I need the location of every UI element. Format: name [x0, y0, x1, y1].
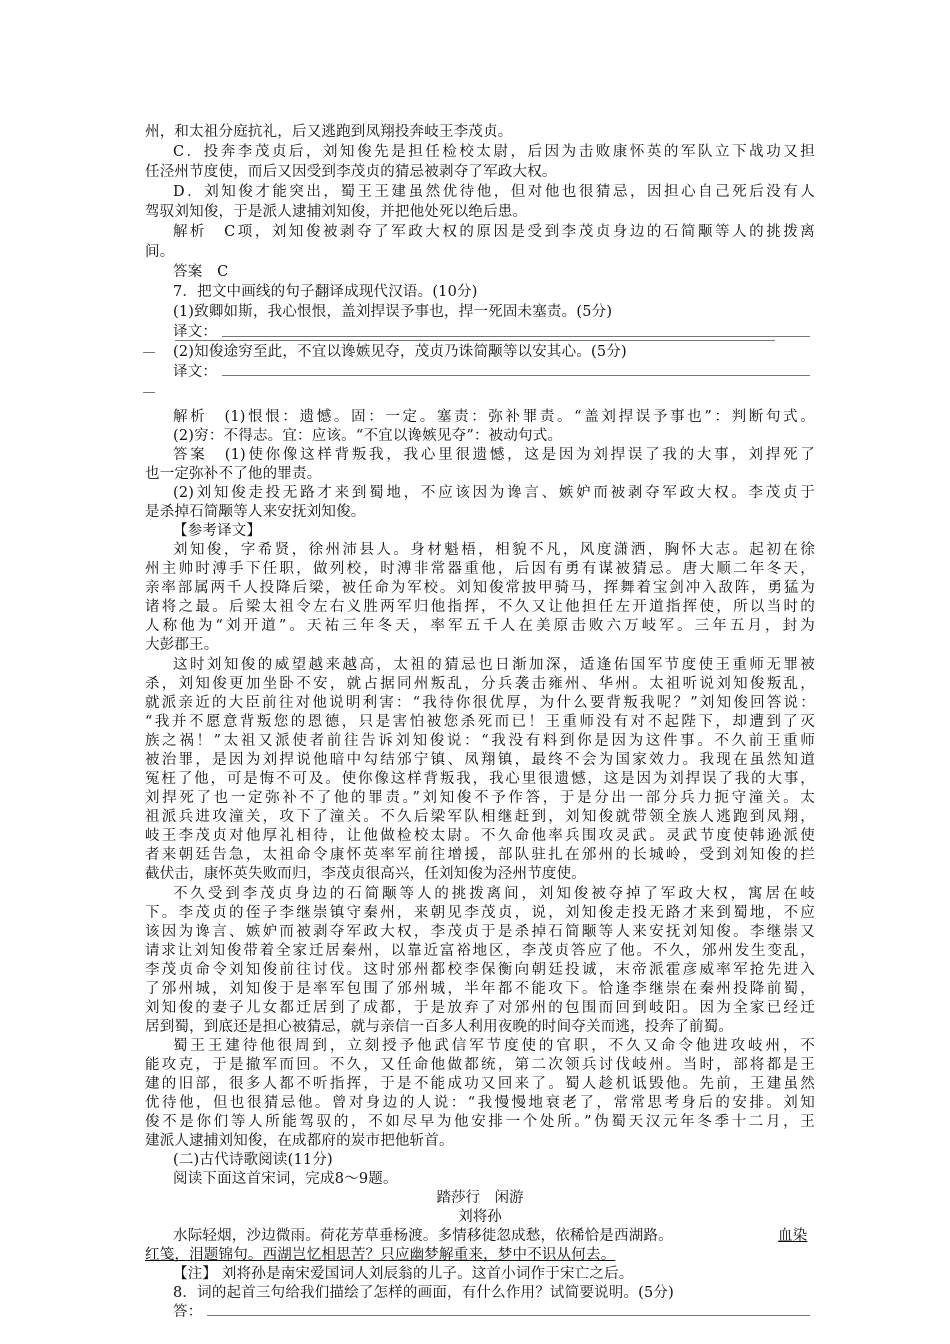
- question-7-1: (1)致卿如斯，我心恨恨，盖刘捍误予事也，捍一死固未塞责。(5分): [173, 304, 613, 320]
- text-line: 州，和太祖分庭抗礼，后又逃跑到凤翔投奔岐王李茂贞。: [145, 124, 513, 140]
- text-line: 诸将之最。后梁太祖令左右义胜两军归他指挥，不久又让他担任左开道指挥使，所以当时的: [145, 599, 815, 615]
- analysis-7: 解析 (1)恨恨：遗憾。固：一定。塞责：弥补罪责。“盖刘捍误予事也”：判断句式。: [173, 409, 815, 425]
- text-line: 杀，刘知俊更加坐卧不安，就占据同州叛乱，分兵袭击雍州、华州。太祖听说刘知俊叛乱，: [145, 676, 815, 692]
- text-line: 人称他为“刘开道”。天祐三年冬天，率军五千人在美原击败六万岐军。三年五月，封为: [145, 618, 815, 634]
- poem-underlined-end: 红笺，泪题锦句。西湖岂忆相思苦？只应幽梦解重来，梦中不识从何去。: [145, 1247, 616, 1263]
- answer-blank-2: [222, 375, 810, 376]
- text-line: 李茂贞命令刘知俊前往讨伐。这时邠州都校李保衡向朝廷投诚，末帝派霍彦威率军抢先进入: [145, 962, 815, 978]
- answer-label-8: 答：: [173, 1304, 203, 1320]
- text-line: 请求让刘知俊带着全家迁居秦州，以靠近富裕地区，李茂贞答应了他。不久，邠州发生变乱，: [145, 943, 815, 959]
- translation-para-2: 这时刘知俊的威望越来越高，太祖的猜忌也日渐加深，适逢佑国军节度使王重师无罪被: [173, 657, 815, 673]
- translation-label-1: 译文：: [173, 324, 218, 340]
- text-line: 间。: [145, 244, 175, 260]
- text-line: 就派亲近的大臣前往对他说明利害：“我待你很优厚，为什么要背叛我呢？”刘知俊回答说：: [145, 695, 815, 711]
- text-line: 者来朝廷告急，太祖命令康怀英率军前往增援，部队驻扎在邠州的长城岭，受到刘知俊的拦: [145, 847, 815, 863]
- text-line: 也一定弥补不了他的罪责。: [145, 466, 322, 482]
- translation-label-2: 译文：: [173, 364, 218, 380]
- section-heading-poetry: (二)古代诗歌阅读(11分): [173, 1152, 333, 1168]
- reference-translation-heading: 【参考译文】: [173, 523, 262, 539]
- poem-title: 踏莎行 闲游: [436, 1190, 524, 1206]
- text-line: 族之祸！”太祖又派使者前往告诉刘知俊说：“我没有料到你是因为这件事。不久前王重师: [145, 733, 815, 749]
- text-line: 优待他，但也很猜忌他。曾对身边的人说：“我慢慢地衰老了，常常思考身后的安排。刘知: [145, 1095, 815, 1111]
- poem-underlined-start: 血染: [778, 1228, 808, 1244]
- text-line: 冤枉了他，可是悔不可及。使你像这样背叛我，我心里很遗憾，这是因为刘捍误了我的大事，: [145, 771, 815, 787]
- poem-note: 【注】 刘将孙是南宋爱国词人刘辰翁的儿子。这首小词作于宋亡之后。: [173, 1266, 634, 1282]
- text-line: “我并不愿意背叛您的恩德，只是害怕被您杀死而已！王重师没有对不起陛下，却遭到了灭: [145, 714, 815, 730]
- analysis-7-2: (2)穷：不得志。宜：应该。“不宜以谗嫉见夺”：被动句式。: [173, 428, 563, 444]
- analysis-6: 解析 C项，刘知俊被剥夺了军政大权的原因是受到李茂贞身边的石简颙等人的挑拨离: [173, 224, 815, 240]
- text-line: 大彭郡王。: [145, 637, 219, 653]
- text-line: 刘知俊的妻子儿女都迁居到了成都，于是放弃了对邠州的包围而回到岐阳。因为全家已经迁: [145, 1000, 815, 1016]
- text-line: 下。李茂贞的侄子李继崇镇守秦州，来朝见李茂贞，说，刘知俊走投无路才来到蜀地，不应: [145, 905, 815, 921]
- answer-7-2: (2)刘知俊走投无路才来到蜀地，不应该因为谗言、嫉妒而被剥夺军政大权。李茂贞于: [173, 485, 815, 501]
- translation-para-4: 蜀王王建待他很周到，立刻授予他武信军节度使的官职，不久又命令他进攻岐州，不: [173, 1038, 815, 1054]
- answer-blank-8: [207, 1315, 810, 1316]
- question-7-2: (2)知俊途穷至此，不宜以谗嫉见夺，茂贞乃诛简颙等以安其心。(5分): [173, 344, 627, 360]
- text-line: 俊不是你们等人所能驾驭的，不如尽早为他安排一个处所。”伪蜀天汉元年冬季十二月，王: [145, 1114, 815, 1130]
- text-line: 任泾州节度使，而后又因受到李茂贞的猜忌被剥夺了军政大权。: [145, 164, 557, 180]
- text-line: 是杀掉石简颙等人来安抚刘知俊。: [145, 504, 366, 520]
- text-line: 建的旧部，很多人都不听指挥，于是不能成功又回来了。蜀人趁机诋毁他。先前，王建虽然: [145, 1076, 815, 1092]
- answer-6: 答案 C: [173, 264, 229, 280]
- text-line: 能攻克，于是撤军而回。不久，又任命他做都统，第二次领兵讨伐岐州。当时，部将都是王: [145, 1057, 815, 1073]
- poem-author: 刘将孙: [458, 1209, 502, 1225]
- text-line: 刘捍死了也一定弥补不了他的罪责。”刘知俊不予作答，于是分出一部分兵力扼守潼关。太: [145, 790, 815, 806]
- text-line: 建派人逮捕刘知俊，在成都府的炭市把他斩首。: [145, 1133, 454, 1149]
- text-line: 该因为谗言、嫉妒而被剥夺军政大权，李茂贞于是杀掉石简颙等人来安抚刘知俊。李继崇又: [145, 924, 815, 940]
- option-d: D．刘知俊才能突出，蜀王王建虽然优待他，但对他也很猜忌，因担心自己死后没有人: [173, 184, 815, 200]
- translation-para-1: 刘知俊，字希贤，徐州沛县人。身材魁梧，相貌不凡，风度潇洒，胸怀大志。起初在徐: [173, 542, 815, 558]
- text-line: 被治罪，是因为刘捍说他暗中勾结邠宁镇、凤翔镇，最终不会为国家效力。我现在虽然知道: [145, 752, 815, 768]
- answer-blank-2-tail: [143, 392, 155, 393]
- poetry-instructions: 阅读下面这首宋词，完成8～9题。: [173, 1171, 398, 1187]
- text-line: 岐王李茂贞对他厚礼相待，让他做检校太尉。不久命他率兵围攻灵武。灵武节度使韩逊派使: [145, 828, 815, 844]
- poem-line-2: [145, 1245, 815, 1265]
- question-8: 8．词的起首三句给我们描绘了怎样的画面，有什么作用？试简要说明。(5分): [173, 1285, 674, 1301]
- answer-blank-1-tail: [143, 352, 155, 353]
- answer-blank-1b: [175, 340, 775, 341]
- poem-line-1: 水际轻烟，沙边微雨。荷花芳草垂杨渡。多情移徙忽成愁，依稀恰是西湖路。: [173, 1228, 673, 1244]
- text-line: 祖派兵进攻潼关，攻下了潼关。不久后梁军队相继赶到，刘知俊就带领全族人逃跑到凤翔，: [145, 809, 815, 825]
- text-line: 居到蜀，到底还是担心被猜忌，就与亲信一百多人利用夜晚的时间夺关而逃，投奔了前蜀。: [145, 1019, 733, 1035]
- option-c: C．投奔李茂贞后，刘知俊先是担任检校太尉，后因为击败康怀英的军队立下战功又担: [173, 144, 815, 160]
- question-7: 7．把文中画线的句子翻译成现代汉语。(10分): [173, 284, 478, 300]
- text-line: 州主帅时溥手下任职，做列校，时溥非常器重他，后因有勇有谋被猜忌。唐大顺二年冬天，: [145, 561, 815, 577]
- answer-7: 答案 (1)使你像这样背叛我，我心里很遗憾，这是因为刘捍误了我的大事，刘捍死了: [173, 447, 815, 463]
- text-line: 亲率部属两千人投降后梁，被任命为军校。刘知俊常披甲骑马，挥舞着宝剑冲入敌阵，勇猛为: [145, 580, 815, 596]
- text-line: 驾驭刘知俊，于是派人逮捕刘知俊，并把他处死以绝后患。: [145, 204, 528, 220]
- answer-blank-1: [222, 336, 810, 337]
- text-line: 截伏击，康怀英失败而归，李茂贞很高兴，任刘知俊为泾州节度使。: [145, 866, 586, 882]
- text-line: 了邠州城，刘知俊于是率军包围了邠州城，半年都不能攻下。恰逢李继崇在秦州投降前蜀，: [145, 981, 815, 997]
- translation-para-3: 不久受到李茂贞身边的石简颙等人的挑拨离间，刘知俊被夺掉了军政大权，寓居在岐: [173, 886, 815, 902]
